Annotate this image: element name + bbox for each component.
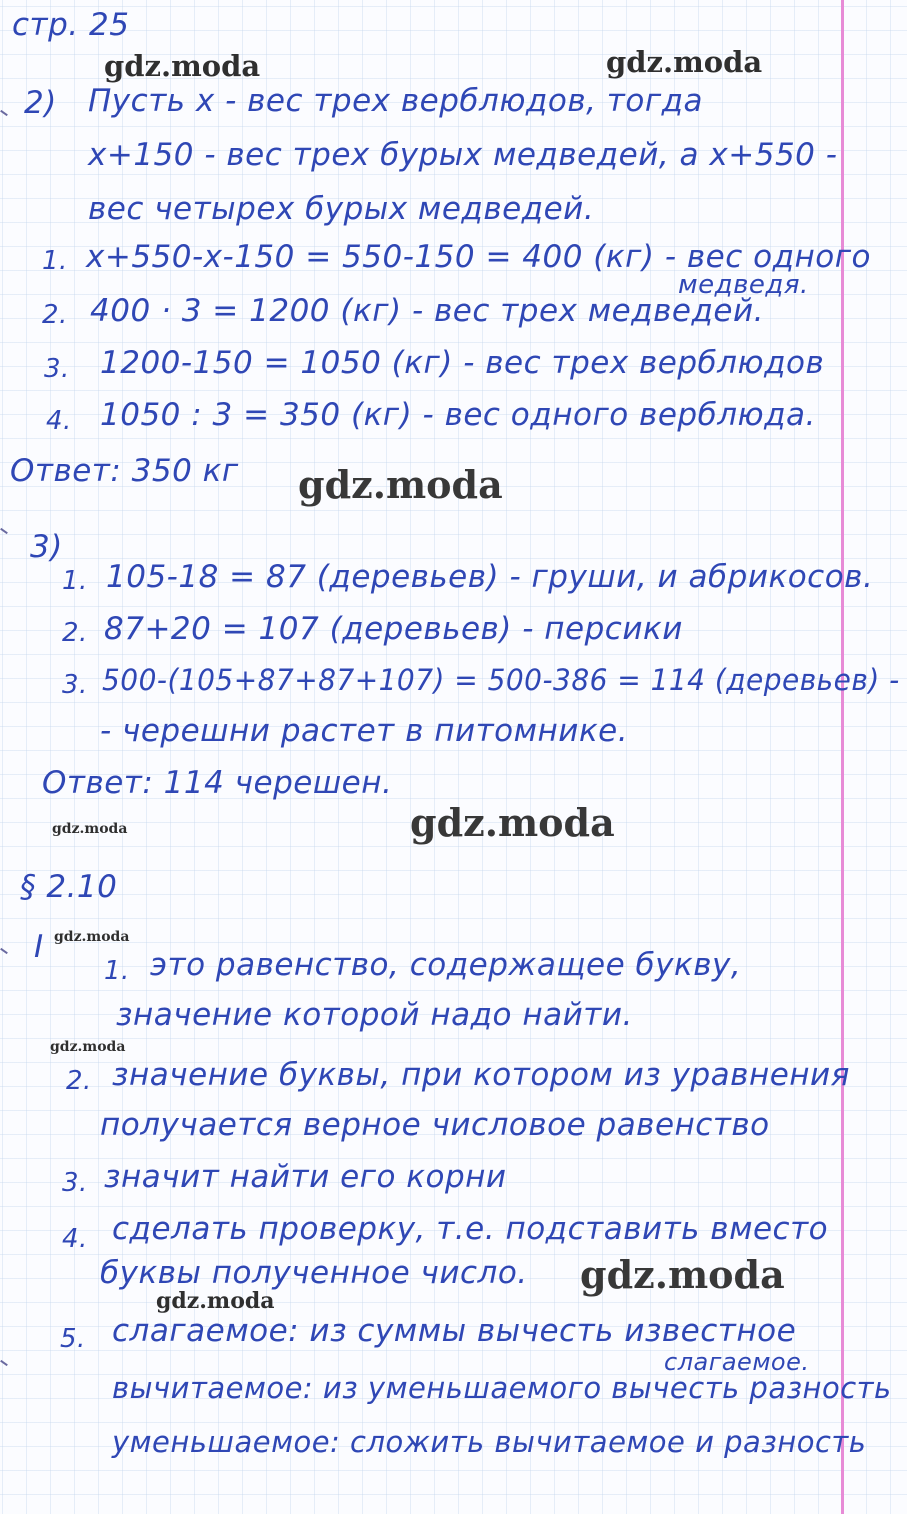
watermark: gdz.moda [298, 462, 503, 507]
step-text: 1200-150 = 1050 (кг) - вес трех верблюдов [100, 345, 825, 381]
item-number: 2. [66, 1066, 92, 1096]
step-number: 1. [42, 246, 68, 276]
section-title: § 2.10 [20, 869, 118, 905]
step-text: 500-(105+87+87+107) = 500-386 = 114 (деревьев) - [102, 663, 900, 697]
watermark: gdz.moda [50, 1039, 126, 1055]
task3-number: 3) [30, 529, 63, 565]
step-number: 3. [62, 670, 88, 700]
watermark: gdz.moda [606, 45, 763, 79]
step-text: x+550-x-150 = 550-150 = 400 (кг) - вес одного [86, 239, 872, 275]
step-number: 4. [46, 406, 72, 436]
item-text: значит найти его корни [104, 1159, 507, 1195]
task2-intro-line: x+150 - вес трех бурых медведей, а x+550 - [88, 137, 838, 173]
edge-mark [0, 1360, 8, 1366]
watermark: gdz.moda [52, 821, 128, 837]
item-number: 5. [60, 1324, 86, 1354]
item-text: это равенство, содержащее букву, [150, 947, 742, 983]
step-text: 1050 : 3 = 350 (кг) - вес одного верблюда. [100, 397, 816, 433]
step-text-continuation: медведя. [678, 270, 809, 300]
item-text: сделать проверку, т.е. подставить вместо [112, 1211, 829, 1247]
section-roman: I [34, 929, 44, 965]
item-number: 1. [104, 956, 130, 986]
step-text: 400 · 3 = 1200 (кг) - вес трех медведей. [90, 293, 764, 329]
item-number: 4. [62, 1224, 88, 1254]
item-text: слагаемое: из суммы вычесть известное [112, 1313, 797, 1349]
edge-mark [0, 948, 8, 954]
item-text: значение буквы, при котором из уравнения [112, 1057, 850, 1093]
edge-mark [0, 110, 8, 116]
step-number: 3. [44, 354, 70, 384]
step-number: 1. [62, 566, 88, 596]
page-label: стр. 25 [12, 7, 130, 43]
step-number: 2. [42, 300, 68, 330]
item-number: 3. [62, 1168, 88, 1198]
edge-mark [0, 528, 8, 534]
task3-answer: Ответ: 114 черешен. [42, 765, 393, 801]
task2-intro-line: вес четырех бурых медведей. [88, 191, 595, 227]
step-text-continuation: - черешни растет в питомнике. [100, 713, 629, 749]
watermark: gdz.moda [54, 929, 130, 945]
margin-line [841, 0, 844, 1514]
step-text: 105-18 = 87 (деревьев) - груши, и абрикосов. [106, 559, 874, 595]
task2-number: 2) [24, 85, 57, 121]
watermark: gdz.moda [104, 49, 261, 83]
watermark: gdz.moda [580, 1252, 785, 1297]
item-text-continuation: слагаемое. [664, 1348, 810, 1376]
task2-answer: Ответ: 350 кг [10, 453, 239, 489]
step-text: 87+20 = 107 (деревьев) - персики [104, 611, 683, 647]
task2-intro-line: Пусть x - вес трех верблюдов, тогда [88, 83, 704, 119]
item-text: вычитаемое: из уменьшаемого вычесть разность [112, 1371, 892, 1405]
watermark: gdz.moda [410, 800, 615, 845]
item-text: получается верное числовое равенство [100, 1107, 770, 1143]
watermark: gdz.moda [156, 1288, 275, 1314]
item-text: буквы полученное число. [100, 1255, 528, 1291]
item-text: уменьшаемое: сложить вычитаемое и разность [112, 1425, 867, 1459]
item-text: значение которой надо найти. [116, 997, 633, 1033]
step-number: 2. [62, 618, 88, 648]
